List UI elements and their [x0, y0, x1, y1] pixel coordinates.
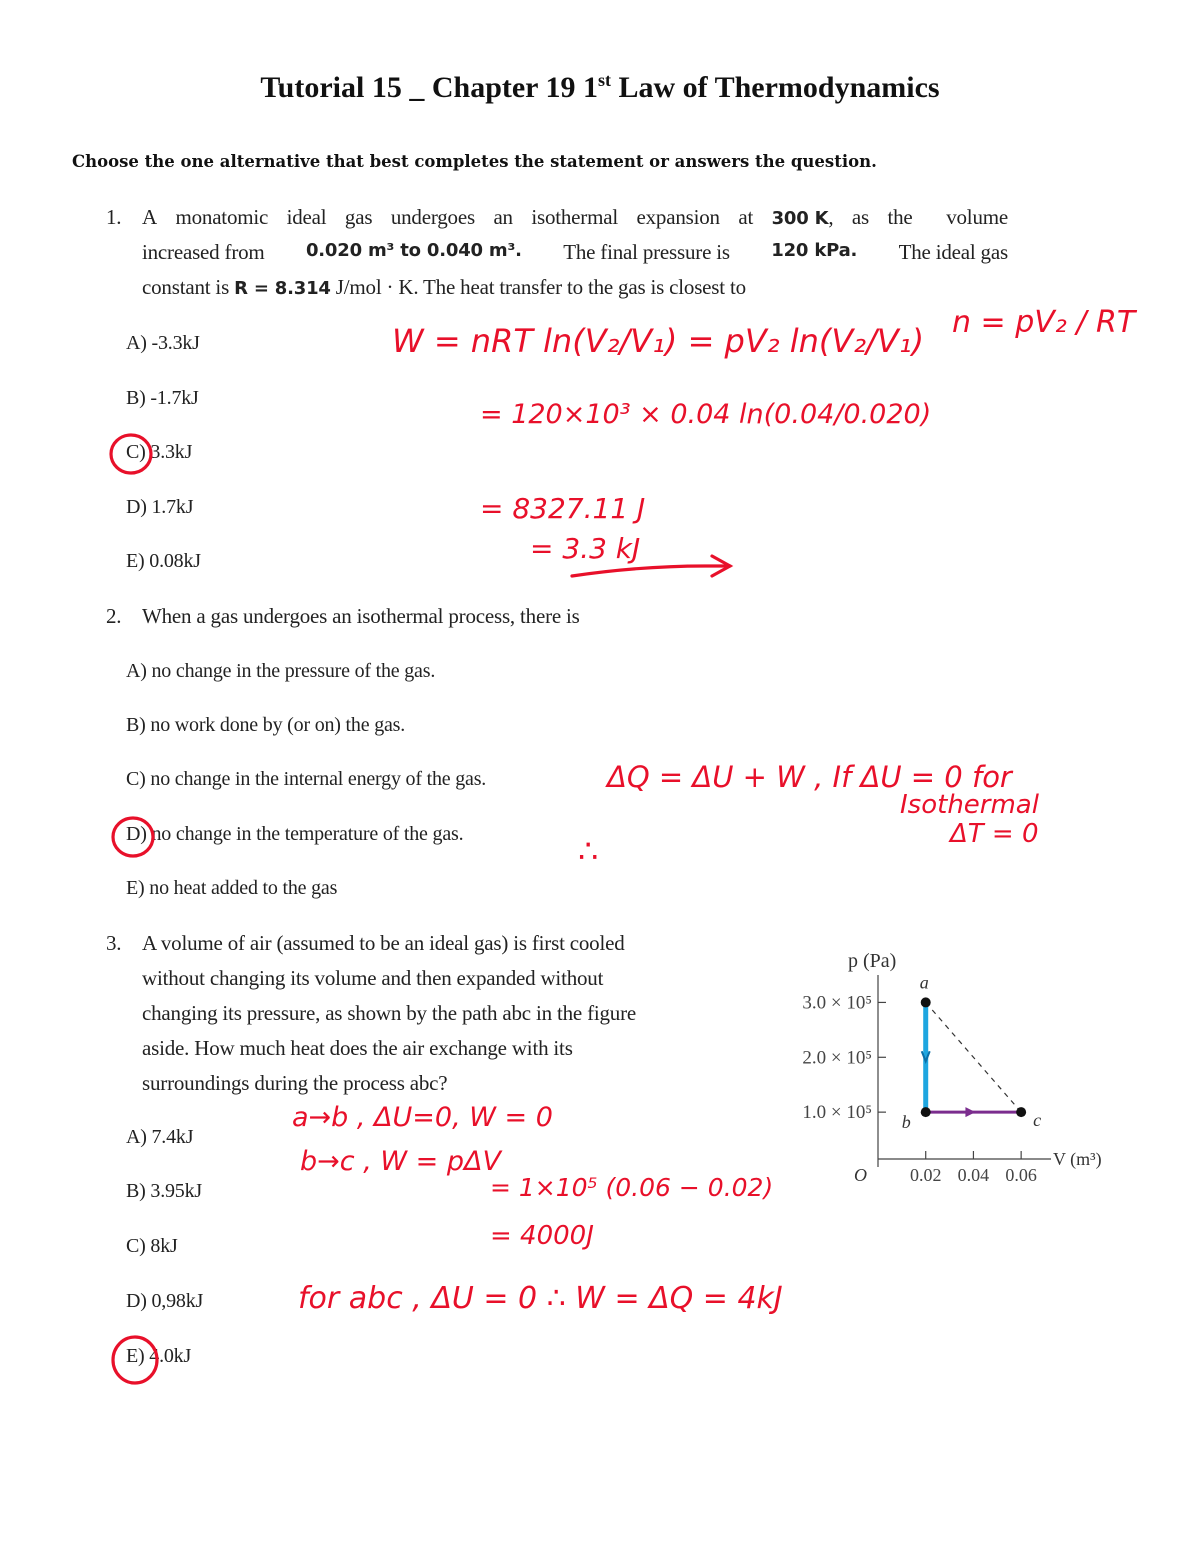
- pv-diagram: [760, 935, 1140, 1195]
- point-label-b: b: [901, 1112, 911, 1133]
- q3-number: 3.: [106, 931, 122, 955]
- y-axis-label: p (Pa): [848, 950, 897, 972]
- q3-option-b: B) 3.95kJ: [126, 1180, 202, 1202]
- q1-option-d: D) 1.7kJ: [126, 496, 194, 518]
- hw-q3-final: for abc , ΔU = 0 ∴ W = ΔQ = 4kJ: [298, 1281, 783, 1316]
- q3-line-3: changing its pressure, as shown by the path abc in the figure: [142, 1001, 637, 1025]
- origin-label: O: [854, 1165, 867, 1185]
- underline-arrow: [572, 566, 730, 576]
- q3-option-a: A) 7.4kJ: [126, 1126, 194, 1148]
- point-a: [921, 997, 931, 1007]
- hw-q1-calc: = 120×10³ × 0.04 ln(0.04/0.020): [480, 399, 932, 430]
- y-tick-label: 2.0 × 10⁵: [802, 1047, 872, 1069]
- q1-option-c: C) 3.3kJ: [126, 441, 193, 463]
- q1-line-2: increased from 0.020 m³ to 0.040 m³. The final pressure is 120 kPa. The ideal gas: [142, 240, 1008, 264]
- point-b: [921, 1107, 931, 1117]
- x-tick-label: 0.02: [909, 1165, 942, 1185]
- y-tick-label: 1.0 × 10⁵: [802, 1102, 872, 1124]
- hw-q1-res2: = 3.3 kJ: [530, 532, 641, 565]
- hw-q3-ab: a→b , ΔU=0, W = 0: [292, 1102, 553, 1133]
- hw-q3-calc2: = 4000J: [490, 1221, 594, 1251]
- hw-q1-work: W = nRT ln(V₂/V₁) = pV₂ ln(V₂/V₁): [392, 322, 925, 360]
- x-tick-label: 0.06: [1005, 1165, 1037, 1185]
- q3-line-5: surroundings during the process abc?: [142, 1071, 448, 1095]
- q1-line-1: A monatomic ideal gas undergoes an isothermal expansion at 300 K, as the volume: [142, 205, 1008, 229]
- point-c: [1016, 1107, 1026, 1117]
- hw-q2-note3: ΔT = 0: [950, 819, 1039, 849]
- q2-number: 2.: [106, 604, 122, 628]
- arrow-bc: [965, 1107, 975, 1117]
- x-axis-label: V (m³): [1053, 1149, 1102, 1169]
- page-title: Tutorial 15 _ Chapter 19 1st Law of Thermodynamics: [260, 70, 940, 104]
- point-label-a: a: [919, 972, 929, 993]
- hw-q3-calc1: = 1×10⁵ (0.06 − 0.02): [490, 1173, 774, 1202]
- q2-option-e: E) no heat added to the gas: [126, 877, 338, 899]
- q2-option-c: C) no change in the internal energy of the gas.: [126, 768, 487, 790]
- q2-text: When a gas undergoes an isothermal process, there is: [142, 604, 580, 628]
- q1-number: 1.: [106, 205, 122, 229]
- q1-option-a: A) -3.3kJ: [126, 332, 200, 354]
- hw-q2-note1: ΔQ = ΔU + W , If ΔU = 0 for: [607, 760, 1012, 794]
- q3-option-e: E) 4.0kJ: [126, 1345, 192, 1367]
- q2-option-d: D) no change in the temperature of the gas.: [126, 823, 464, 845]
- q3-line-1: A volume of air (assumed to be an ideal gas) is first cooled: [142, 931, 625, 955]
- q1-line-3: constant is R = 8.314 J/mol · K. The heat transfer to the gas is closest to: [142, 275, 746, 299]
- point-label-c: c: [1033, 1110, 1042, 1131]
- hw-q1-res1: = 8327.11 J: [480, 492, 646, 525]
- hw-q2-note2: Isothermal: [900, 790, 1039, 820]
- instructions: Choose the one alternative that best completes the statement or answers the question.: [72, 152, 877, 171]
- y-tick-label: 3.0 × 10⁵: [802, 992, 872, 1014]
- q2-option-a: A) no change in the pressure of the gas.: [126, 660, 436, 682]
- q3-line-2: without changing its volume and then expanded without: [142, 966, 604, 990]
- q3-line-4: aside. How much heat does the air exchange with its: [142, 1036, 573, 1060]
- q3-option-c: C) 8kJ: [126, 1235, 178, 1257]
- hw-q1-n: n = pV₂ / RT: [952, 305, 1136, 340]
- q1-option-e: E) 0.08kJ: [126, 550, 201, 572]
- q2-option-b: B) no work done by (or on) the gas.: [126, 714, 406, 736]
- q1-option-b: B) -1.7kJ: [126, 387, 199, 409]
- x-tick-label: 0.04: [957, 1165, 990, 1185]
- hw-q2-therefore: ∴: [578, 832, 599, 870]
- q3-option-d: D) 0,98kJ: [126, 1290, 204, 1312]
- arrow-head: [712, 556, 730, 576]
- dashed-path-ac: [926, 1002, 1021, 1112]
- hw-q3-bc: b→c , W = pΔV: [300, 1146, 501, 1177]
